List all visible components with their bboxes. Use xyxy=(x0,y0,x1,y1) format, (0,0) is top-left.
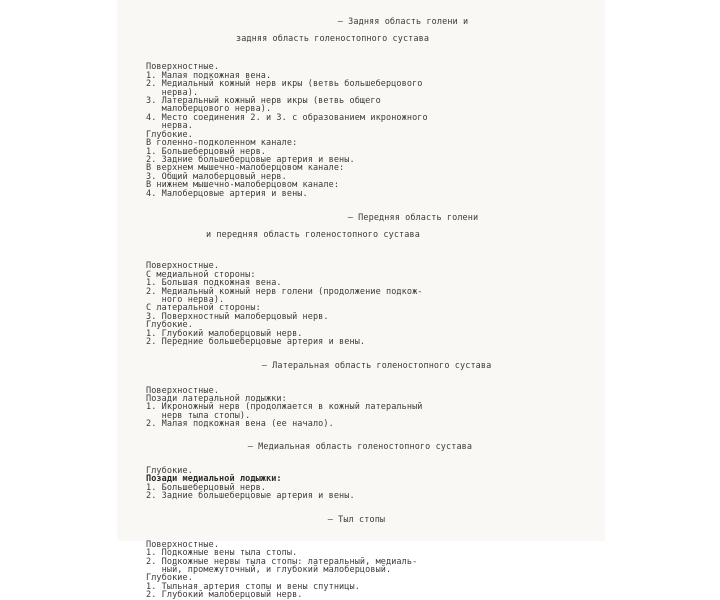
text-line: 1. Большая подкожная вена. xyxy=(146,278,282,289)
section-title-line-1: — Латеральная область голеностопного сустава xyxy=(261,360,492,371)
section-title xyxy=(146,10,598,60)
section-title xyxy=(146,206,598,256)
text-line: 1. Большеберцовый нерв. xyxy=(146,482,267,493)
text-line: 2. Задние большеберцовые артерия и вены. xyxy=(146,154,355,165)
section-medial-ankle xyxy=(146,435,598,501)
text-line: 1. Икроножный нерв (продолжается в кожный латеральный xyxy=(146,402,423,413)
text-line: С латеральной стороны: xyxy=(146,303,261,314)
text-line: нерв тыла стопы). xyxy=(146,410,251,421)
section-title-line-1: — Передняя область голени xyxy=(347,213,479,224)
section-body xyxy=(146,541,598,600)
text-line: Глубокие. xyxy=(146,320,193,331)
text-line: В нижнем мышечно-малоберцовом канале: xyxy=(146,180,340,191)
section-title-line-1: — Задняя область голени и xyxy=(337,17,469,28)
section-title xyxy=(146,508,598,533)
section-lateral-ankle xyxy=(146,353,598,428)
text-line: Позади медиальной лодыжки: xyxy=(146,474,282,485)
text-line: 1. Тыльная артерия стопы и вены спутницы. xyxy=(146,581,360,592)
text-line: 1. Подкожные вены тыла стопы. xyxy=(146,548,298,559)
section-title-line-1: — Медиальная область голеностопного сустава xyxy=(247,442,473,453)
text-line: нерва). xyxy=(146,87,199,98)
document-text xyxy=(146,10,598,600)
text-line: 1. Малая подкожная вена. xyxy=(146,70,272,81)
text-line: 2. Медиальный кожный нерв икры (ветвь большеберцового xyxy=(146,79,423,90)
text-line: 1. Глубокий малоберцовый нерв. xyxy=(146,328,303,339)
text-line: Поверхностные. xyxy=(146,62,220,73)
text-line: 2. Глубокий малоберцовый нерв. xyxy=(146,590,303,600)
text-line: Поверхностные. xyxy=(146,539,220,550)
text-line: В верхнем мышечно-малоберцовом канале: xyxy=(146,163,345,174)
section-title xyxy=(146,435,598,460)
section-title-line-2: и передняя область голеностопного сустава xyxy=(206,230,420,241)
text-line: 2. Малая подкожная вена (ее начало). xyxy=(146,419,334,430)
text-line: 2. Передние большеберцовые артерия и вены. xyxy=(146,337,366,348)
text-line: 3. Латеральный кожный нерв икры (ветвь общего xyxy=(146,96,381,107)
text-line: ный, промежуточный, и глубокий малоберцовый. xyxy=(146,564,392,575)
text-line: В голенно-подколенном канале: xyxy=(146,138,298,149)
text-line: ного нерва). xyxy=(146,295,225,305)
text-line: 3. Поверхностный малоберцовый нерв. xyxy=(146,311,329,322)
text-line: Поверхностные. xyxy=(146,261,220,272)
text-line: 3. Общий малоберцовый нерв. xyxy=(146,171,287,182)
text-line: Позади латеральной лодыжки: xyxy=(146,394,287,405)
section-posterior-leg xyxy=(146,10,598,198)
text-line: Поверхностные. xyxy=(146,385,220,396)
section-dorsum-foot xyxy=(146,508,598,600)
text-line: 4. Место соединения 2. и 3. с образованием икроножного xyxy=(146,112,428,123)
text-line: Глубокие. xyxy=(146,573,193,584)
section-anterior-leg xyxy=(146,206,598,347)
section-body xyxy=(146,467,598,501)
text-line: 1. Большеберцовый нерв. xyxy=(146,146,267,157)
text-line: 2. Подкожные нервы тыла стопы: латеральный, медиаль- xyxy=(146,556,418,567)
section-title-line-2: задняя область голеностопного сустава xyxy=(236,34,430,45)
text-line: 2. Задние большеберцовые артерия и вены. xyxy=(146,491,355,502)
section-body xyxy=(146,63,598,198)
section-title xyxy=(146,353,598,378)
text-line: малоберцового нерва). xyxy=(146,104,272,115)
section-body xyxy=(146,387,598,429)
text-line: Глубокие. xyxy=(146,465,193,476)
text-line: 4. Малоберцовые артерия и вены. xyxy=(146,188,308,199)
text-line: нерва. xyxy=(146,121,193,132)
section-body xyxy=(146,262,598,346)
text-line: С медиальной стороны: xyxy=(146,269,256,280)
section-title-line-1: — Тыл стопы xyxy=(327,514,386,525)
text-line: Глубокие. xyxy=(146,129,193,140)
text-line: 2. Медиальный кожный нерв голени (продолжение подкож- xyxy=(146,286,423,297)
